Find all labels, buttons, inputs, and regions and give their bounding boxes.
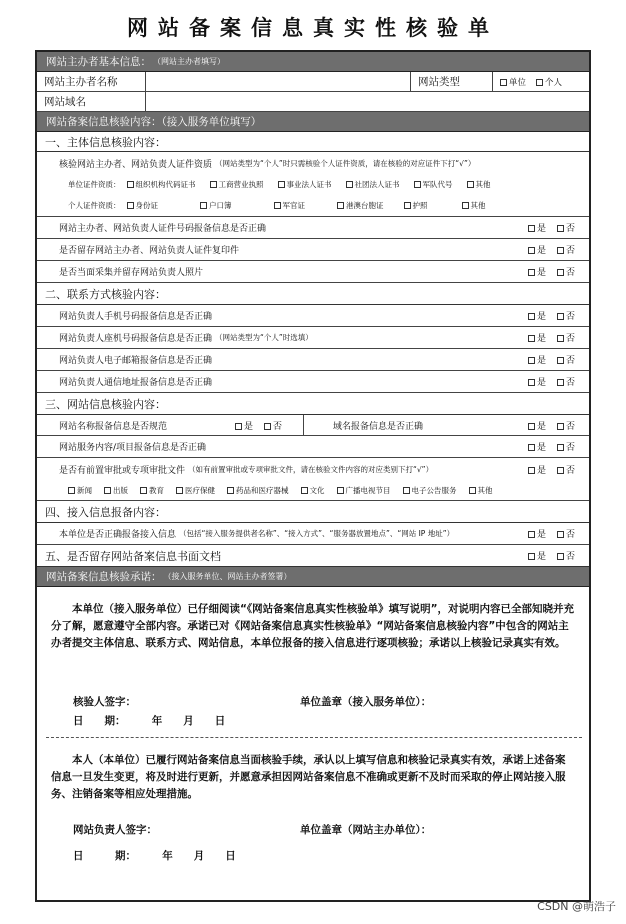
no-checkbox[interactable]: 否 [557,549,575,562]
checkbox-social-org[interactable]: 社团法人证书 [346,179,400,190]
checkbox-business-license[interactable]: 工商营业执照 [210,179,264,190]
checkbox-passport[interactable]: 护照 [404,200,428,211]
verifier-signature-label: 核验人签字： [73,696,136,708]
checkbox-household-register[interactable]: 户口簿 [200,200,232,211]
unit-doc-options: 单位证件资质： 组织机构代码证书 工商营业执照 事业法人证书 社团法人证书 军队代号 其他 [68,180,491,189]
checkbox-person-other[interactable]: 其他 [462,200,486,211]
yes-checkbox[interactable]: 是 [528,265,546,278]
checkbox-news[interactable]: 新闻 [68,485,92,496]
isp-seal-label: 单位盖章（接入服务单位）： [300,696,432,708]
no-checkbox[interactable]: 否 [557,527,575,540]
commitment-paragraph-2: 本人（本单位）已履行网站备案信息当面核验手续，承认以上填写信息和核验记录真实有效，承诺上述备案信息一旦发生变更，将及时进行更新，并愿意承担因网站备案信息不准确或更新不及时而采取的停止网站接入服务、注销备案等相应处理措施。 [51,754,566,800]
docs-check-text: 核验网站主办者、网站负责人证件资质 [59,159,213,170]
checkbox-other[interactable]: 其他 [469,485,493,496]
question-text: 网站名称报备信息是否规范 [59,421,168,432]
question-note: （如有前置审批或专项审批文件，请在核验文件内容的对应类别下打“√”） [188,464,434,474]
checkbox-officer-card[interactable]: 军官证 [274,200,306,211]
question-text: 网站负责人电子邮箱报备信息是否正确 [59,356,213,366]
verify-content-header: 网站备案信息核验内容：（接入服务单位填写） [37,112,589,132]
question-text: 本单位是否正确报备接入信息 [59,530,177,540]
no-checkbox[interactable]: 否 [557,243,575,256]
sponsor-name-label: 网站主办者名称 [37,72,146,91]
question-text: 是否当面采集并留存网站负责人照片 [59,268,204,278]
checkbox-education[interactable]: 教育 [140,485,164,496]
domain-field[interactable] [146,92,589,111]
yes-checkbox[interactable]: 是 [528,549,546,562]
yes-checkbox[interactable]: 是 [235,419,253,432]
commitment-paragraph-1: 本单位（接入服务单位）已仔细阅读“《网站备案信息真实性核验单》填写说明”，对说明内容已全部知晓并充分了解，愿意遵守全部内容。承诺已对《网站备案信息真实性核验单》“网站备案信息核验内容”中包含的网站主办者提交主体信息、联系方式、网站信息，本单位报备的接入信息进行逐项核验；承诺以上核验记录真实有效。 [51,603,575,649]
checkbox-broadcast[interactable]: 广播电视节目 [337,485,391,496]
question-text: 是否有前置审批或专项审批文件 [59,465,186,476]
checkbox-healthcare[interactable]: 医疗保健 [176,485,215,496]
sponsor-seal-label: 单位盖章（网站主办单位）： [300,824,432,836]
person-doc-options: 个人证件资质： 身份证 户口簿 军官证 港澳台胞证 护照 其他 [37,195,589,217]
question-text: 网站负责人手机号码报备信息是否正确 [59,312,213,322]
checkbox-culture[interactable]: 文化 [301,485,325,496]
no-checkbox[interactable]: 否 [264,419,282,432]
no-checkbox[interactable]: 否 [557,375,575,388]
yes-checkbox[interactable]: 是 [528,419,546,432]
yes-checkbox[interactable]: 是 [528,243,546,256]
question-note: （网站类型为“个人”时选填） [215,333,313,342]
section-subject-title: 一、主体信息核验内容： [37,132,589,152]
docs-check-note: （网站类型为“个人”时只需核验个人证件资质，请在核验的对应证件下打“√”） [215,158,476,168]
site-type-label: 网站类型 [411,72,493,91]
question-note: （包括“接入服务提供者名称”、“接入方式”、“服务器放置地点”、“网站 IP 地址”） [179,529,455,538]
type-person-checkbox[interactable]: 个人 [536,76,562,88]
checkbox-public-institution[interactable]: 事业法人证书 [278,179,332,190]
question-text: 网站主办者、网站负责人证件号码报备信息是否正确 [59,224,267,234]
question-text: 网站负责人座机号码报备信息是否正确 [59,334,213,344]
checkbox-id-card[interactable]: 身份证 [127,200,159,211]
commitment-header: 网站备案信息核验承诺： （接入服务单位、网站主办者签署） [37,567,589,587]
type-unit-checkbox[interactable]: 单位 [500,76,526,88]
section-access-title: 四、接入信息报备内容： [37,501,589,523]
verification-form [35,50,591,902]
sponsor-name-field[interactable] [146,72,411,91]
owner-signature-label: 网站负责人签字： [73,824,157,836]
section-site-title: 三、网站信息核验内容： [37,393,589,415]
yes-checkbox[interactable]: 是 [528,353,546,366]
no-checkbox[interactable]: 否 [557,419,575,432]
yes-checkbox[interactable]: 是 [528,463,546,476]
section-archive-title: 五、是否留存网站备案信息书面文档 [45,549,221,563]
checkbox-bbs[interactable]: 电子公告服务 [403,485,457,496]
no-checkbox[interactable]: 否 [557,221,575,234]
no-checkbox[interactable]: 否 [557,309,575,322]
no-checkbox[interactable]: 否 [557,440,575,453]
yes-checkbox[interactable]: 是 [528,331,546,344]
checkbox-org-code[interactable]: 组织机构代码证书 [127,179,196,190]
yes-checkbox[interactable]: 是 [528,527,546,540]
question-text: 域名报备信息是否正确 [333,421,424,432]
question-text: 网站服务内容/项目报备信息是否正确 [59,443,207,453]
owner-date: 日 期： 年 月 日 [73,850,236,862]
no-checkbox[interactable]: 否 [557,331,575,344]
no-checkbox[interactable]: 否 [557,463,575,476]
page-title: 网站备案信息真实性核验单 [127,15,499,40]
checkbox-unit-other[interactable]: 其他 [467,179,491,190]
question-text: 网站负责人通信地址报备信息是否正确 [59,378,213,388]
yes-checkbox[interactable]: 是 [528,221,546,234]
approval-options [37,480,589,501]
no-checkbox[interactable]: 否 [557,353,575,366]
question-text: 是否留存网站主办者、网站负责人证件复印件 [59,246,240,256]
checkbox-publishing[interactable]: 出版 [104,485,128,496]
yes-checkbox[interactable]: 是 [528,440,546,453]
verifier-date: 日 期： 年 月 日 [73,715,226,727]
checkbox-drugs[interactable]: 药品和医疗器械 [227,485,289,496]
yes-checkbox[interactable]: 是 [528,375,546,388]
watermark: CSDN @萌浩子 [537,900,616,913]
basic-info-header: 网站主办者基本信息： （网站主办者填写） [37,52,589,72]
section-contact-title: 二、联系方式核验内容： [37,283,589,305]
checkbox-military-code[interactable]: 军队代号 [414,179,453,190]
no-checkbox[interactable]: 否 [557,265,575,278]
yes-checkbox[interactable]: 是 [528,309,546,322]
domain-label: 网站域名 [37,92,146,111]
checkbox-hk-mo-tw-pass[interactable]: 港澳台胞证 [337,200,384,211]
site-type-options [493,72,589,91]
